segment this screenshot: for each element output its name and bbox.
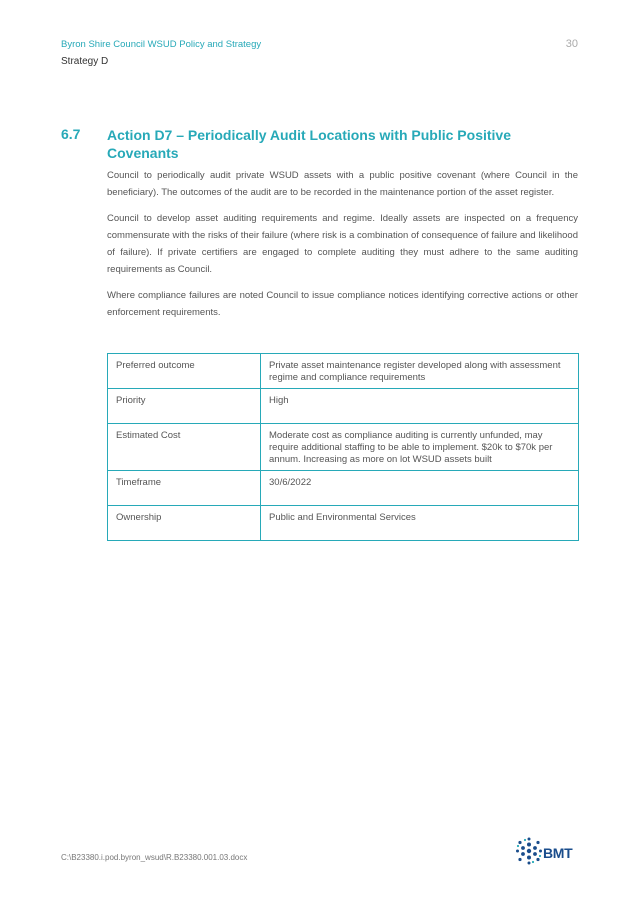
- table-value-cell: 30/6/2022: [261, 471, 579, 506]
- footer-file-path: C:\B23380.i.pod.byron_wsud\R.B23380.001.03.docx: [61, 853, 248, 862]
- section-label: Strategy D: [61, 56, 109, 67]
- paragraph: Where compliance failures are noted Council to issue compliance notices identifying corrective actions or other enforcement requirements.: [107, 290, 578, 318]
- page-number: 30: [565, 38, 578, 50]
- paragraph: Council to develop asset auditing requirements and regime. Ideally assets are inspected on a frequency commensurate with the risks of their failure (where risk is a combination of consequence of failure and likelihood of failure). If private certifiers are engaged to complete auditing they must adhere to the same auditing requirements as Council.: [107, 213, 578, 275]
- table-row: [108, 506, 579, 541]
- table-row: [108, 424, 579, 471]
- table-row: [108, 471, 579, 506]
- table-row: [108, 389, 579, 424]
- table-label-cell: Timeframe: [108, 471, 261, 506]
- table-label-cell: Estimated Cost: [108, 424, 261, 471]
- table-value-cell: Public and Environmental Services: [261, 506, 579, 541]
- table-label-cell: Preferred outcome: [108, 354, 261, 389]
- body-text: [107, 167, 578, 330]
- table-value-cell: Moderate cost as compliance auditing is currently unfunded, may require additional staffing to be able to implement. $20k to $70k per annum. Increasing as more on lot WSUD assets built: [261, 424, 579, 471]
- section-number: 6.7: [61, 126, 81, 142]
- table-value-cell: High: [261, 389, 579, 424]
- table-label-cell: Ownership: [108, 506, 261, 541]
- paragraph: Council to periodically audit private WSUD assets with a public positive covenant (where Council in the beneficiary). The outcomes of the audit are to be recorded in the maintenance portion of the asset register.: [107, 170, 578, 198]
- table-value-cell: Private asset maintenance register developed along with assessment regime and compliance requirements: [261, 354, 579, 389]
- action-summary-table: [107, 353, 579, 541]
- table-row: [108, 354, 579, 389]
- section-heading: Action D7 – Periodically Audit Locations with Public Positive Covenants: [107, 127, 511, 161]
- document-title: Byron Shire Council WSUD Policy and Strategy: [61, 39, 262, 50]
- logo-text: BMT: [543, 845, 573, 861]
- table-label-cell: Priority: [108, 389, 261, 424]
